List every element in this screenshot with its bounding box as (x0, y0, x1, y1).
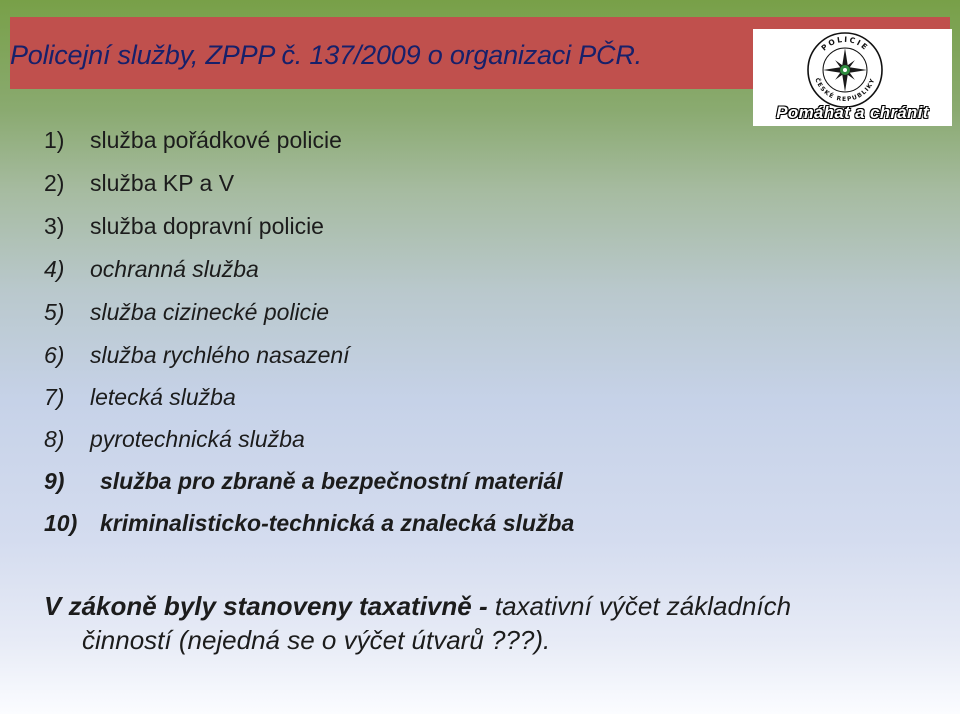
list-item: 1) služba pořádkové policie (44, 127, 342, 153)
police-logo (753, 29, 952, 126)
list-item: 8) pyrotechnická služba (44, 426, 305, 452)
list-item: 3) služba dopravní policie (44, 213, 324, 239)
slide-title: Policejní služby, ZPPP č. 137/2009 o organizaci PČR. (10, 40, 642, 70)
seal-top-text: POLICIE (819, 34, 871, 53)
list-item: 10) kriminalisticko-technická a znalecká služba (44, 510, 575, 536)
note-line2: činností (nejedná se o výčet útvarů ???). (82, 625, 551, 655)
police-star-icon (805, 30, 885, 110)
list-item: 6) služba rychlého nasazení (44, 342, 350, 368)
note-bold: V zákoně byly stanoveny taxativně - (44, 591, 488, 621)
list-item: 2) služba KP a V (44, 170, 235, 196)
list-item: 9) služba pro zbraně a bezpečnostní materiál (44, 468, 563, 494)
list-item: 4) ochranná služba (44, 256, 259, 282)
note-paragraph (44, 589, 904, 657)
list-item: 7) letecká služba (44, 384, 236, 410)
list-item: 5) služba cizinecké policie (44, 299, 330, 325)
seal-bottom-text: ČESKÉ REPUBLIKY (813, 77, 877, 104)
note-regular: taxativní výčet základních (487, 591, 792, 621)
logo-motto: Pomáhat a chránit (776, 103, 929, 122)
